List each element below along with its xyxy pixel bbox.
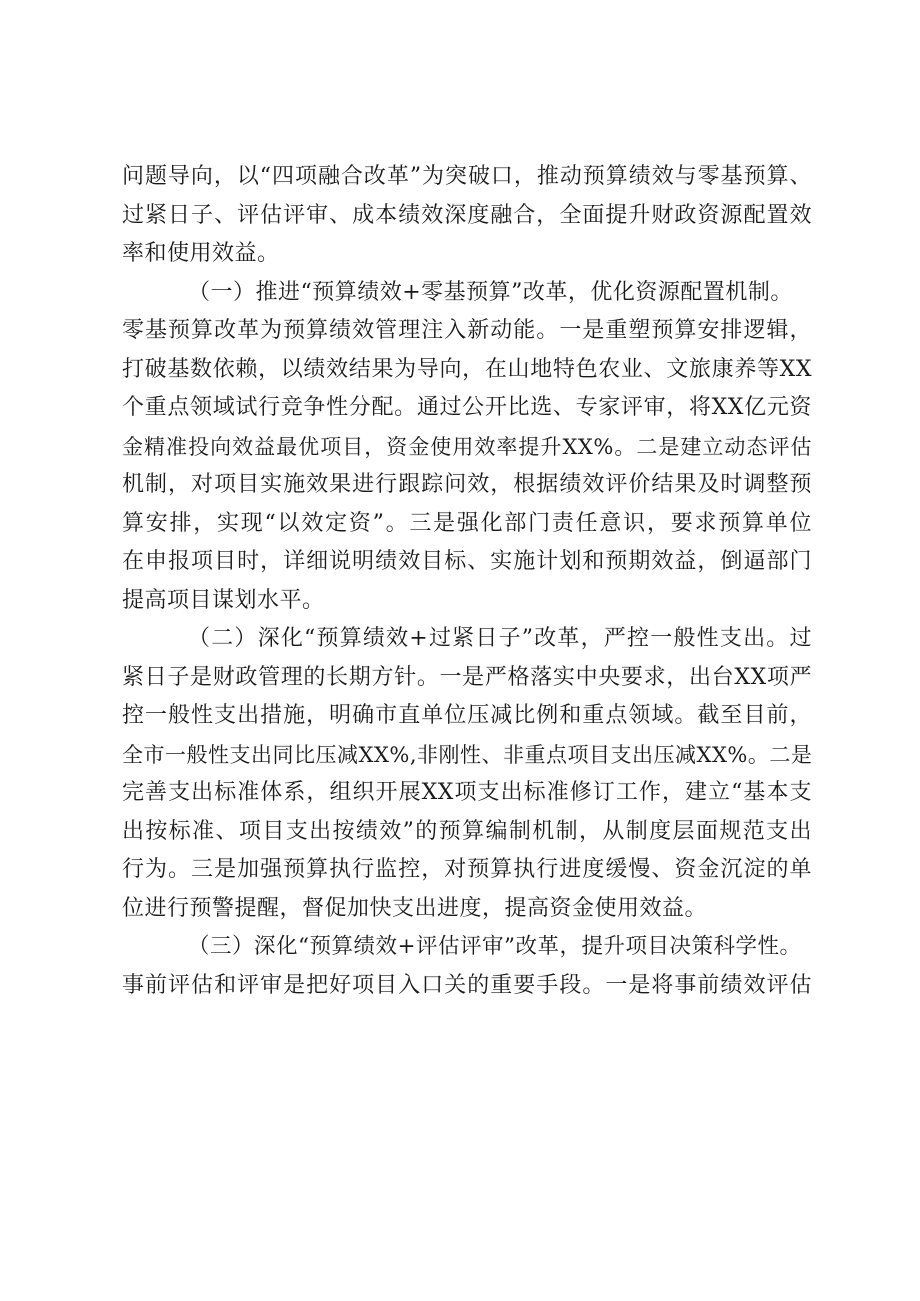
text-line: 个重点领域试行竞争性分配。通过公开比选、专家评审，将XX亿元资	[122, 395, 812, 420]
paragraph-section-3	[122, 928, 812, 1005]
text-line: 金精准投向效益最优项目，资金使用效率提升XX%。二是建立动态评估	[122, 434, 812, 459]
paragraph-intro	[122, 158, 812, 274]
text-line: 控一般性支出措施，明确市直单位压减比例和重点领域。截至目前，	[122, 703, 812, 728]
text-line: 问题导向，以“四项融合改革”为突破口，推动预算绩效与零基预算、	[122, 164, 812, 189]
text-line: 完善支出标准体系，组织开展XX项支出标准修订工作，建立“基本支	[122, 780, 812, 805]
paragraph-section-1	[122, 274, 812, 621]
section-heading: （一）推进“预算绩效+零基预算”改革，优化资源配置机制。	[188, 279, 793, 305]
paragraph-section-2	[122, 620, 812, 928]
text-line: 位进行预警提醒，督促加快支出进度，提高资金使用效益。	[122, 895, 708, 921]
text-line: 零基预算改革为预算绩效管理注入新动能。一是重塑预算安排逻辑，	[122, 318, 812, 343]
section-heading: （二）深化“预算绩效+过紧日子”改革，严控一般性支出。过	[188, 626, 812, 651]
text-line: 全市一般性支出同比压减XX%,非刚性、非重点项目支出压减XX%。二是	[122, 742, 813, 767]
text-line: 紧日子是财政管理的长期方针。一是严格落实中央要求，出台XX项严	[122, 664, 812, 690]
text-line: 行为。三是加强预算执行监控，对预算执行进度缓慢、资金沉淀的单	[122, 857, 812, 882]
text-line: 率和使用效益。	[122, 241, 280, 266]
section-heading: （三）深化“预算绩效+评估评审”改革，提升项目决策科学性。	[188, 934, 802, 959]
text-line: 提高项目谋划水平。	[122, 587, 325, 613]
text-line: 打破基数依赖，以绩效结果为导向，在山地特色农业、文旅康养等XX	[122, 356, 812, 382]
text-line: 出按标准、项目支出按绩效”的预算编制机制，从制度层面规范支出	[122, 818, 812, 844]
document-body	[122, 158, 812, 1005]
text-line: 事前评估和评审是把好项目入口关的重要手段。一是将事前绩效评估	[122, 972, 812, 998]
text-line: 在申报项目时，详细说明绩效目标、实施计划和预期效益，倒逼部门	[122, 549, 812, 574]
text-line: 算安排，实现“以效定资”。三是强化部门责任意识，要求预算单位	[122, 510, 812, 536]
text-line: 过紧日子、评估评审、成本绩效深度融合，全面提升财政资源配置效	[122, 202, 812, 228]
text-line: 机制，对项目实施效果进行跟踪问效，根据绩效评价结果及时调整预	[122, 472, 812, 497]
